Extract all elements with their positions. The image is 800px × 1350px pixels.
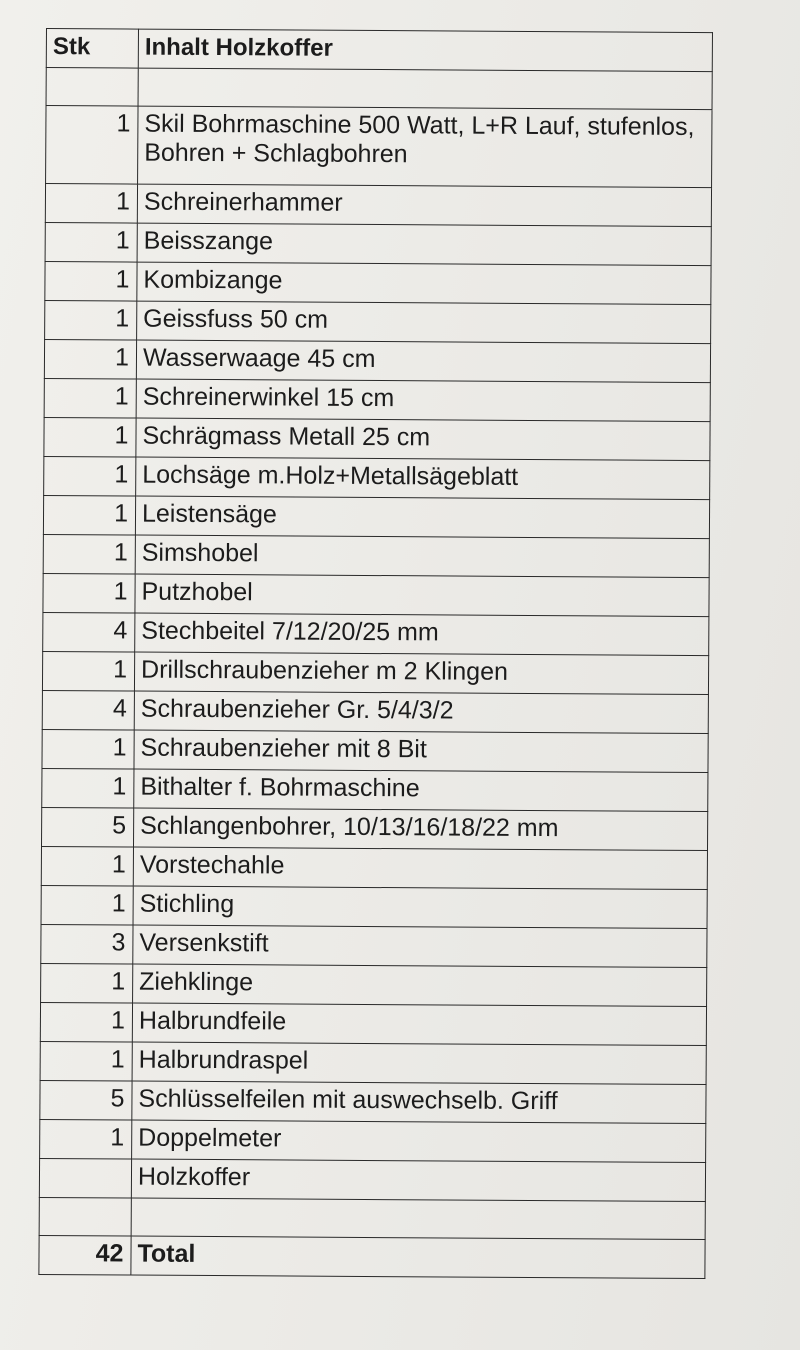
table-row	[41, 924, 707, 967]
qty-cell: 1	[41, 963, 133, 1003]
qty-cell: 4	[43, 612, 135, 652]
item-cell: Schreinerhammer	[137, 184, 711, 227]
table-row	[40, 1119, 706, 1162]
item-cell: Beisszange	[137, 223, 711, 266]
item-cell: Skil Bohrmaschine 500 Watt, L+R Lauf, stufenlos, Bohren + Schlagbohren	[138, 106, 712, 188]
table-row	[40, 1002, 706, 1045]
table-header-row	[46, 29, 712, 72]
qty-column-header: Stk	[46, 29, 138, 69]
item-column-header: Inhalt Holzkoffer	[138, 29, 712, 72]
table-row	[43, 612, 709, 655]
item-cell: Schraubenzieher Gr. 5/4/3/2	[134, 691, 708, 734]
table-row	[39, 1158, 705, 1201]
table-row	[40, 1041, 706, 1084]
item-cell: Schlüsselfeilen mit auswechselb. Griff	[132, 1081, 706, 1124]
qty-cell: 5	[40, 1080, 132, 1120]
item-cell: Halbrundfeile	[132, 1003, 706, 1046]
qty-cell: 3	[41, 924, 133, 964]
table-row	[44, 456, 710, 499]
table-row	[45, 300, 711, 343]
qty-cell: 1	[45, 184, 137, 224]
table-row	[41, 846, 707, 889]
qty-cell: 1	[40, 1119, 132, 1159]
item-cell: Kombizange	[137, 262, 711, 305]
item-cell: Wasserwaage 45 cm	[136, 340, 710, 383]
qty-cell: 1	[43, 573, 135, 613]
qty-cell: 1	[40, 1041, 132, 1081]
item-cell: Schrägmass Metall 25 cm	[136, 418, 710, 461]
item-cell: Simshobel	[135, 535, 709, 578]
qty-cell: 1	[41, 885, 133, 925]
table-row	[44, 378, 710, 421]
item-cell: Schraubenzieher mit 8 Bit	[134, 730, 708, 773]
qty-cell: 1	[40, 1002, 132, 1042]
total-qty-cell: 42	[39, 1235, 131, 1275]
qty-cell: 1	[42, 768, 134, 808]
qty-cell: 1	[45, 300, 137, 340]
qty-cell: 5	[42, 807, 134, 847]
qty-cell: 1	[43, 495, 135, 535]
item-cell: Bithalter f. Bohrmaschine	[134, 769, 708, 812]
qty-cell: 1	[44, 378, 136, 418]
qty-cell: 1	[46, 106, 138, 185]
table-row	[44, 339, 710, 382]
item-cell: Ziehklinge	[133, 964, 707, 1007]
item-cell: Geissfuss 50 cm	[137, 301, 711, 344]
table-row	[43, 495, 709, 538]
inventory-table	[38, 28, 713, 1279]
table-row	[45, 184, 711, 227]
item-cell: Versenkstift	[133, 925, 707, 968]
table-row	[42, 651, 708, 694]
table-row	[39, 1197, 705, 1239]
qty-cell: 1	[45, 222, 137, 262]
table-row	[45, 222, 711, 265]
qty-cell: 1	[42, 729, 134, 769]
qty-cell	[39, 1158, 131, 1198]
item-cell: Schreinerwinkel 15 cm	[136, 379, 710, 422]
item-cell: Doppelmeter	[132, 1120, 706, 1163]
qty-cell: 1	[44, 456, 136, 496]
qty-cell	[39, 1197, 131, 1236]
table-row	[42, 768, 708, 811]
item-cell: Halbrundraspel	[132, 1042, 706, 1085]
table-row	[43, 534, 709, 577]
item-cell: Lochsäge m.Holz+Metallsägeblatt	[136, 457, 710, 500]
total-label-cell: Total	[131, 1236, 705, 1279]
table-row	[46, 106, 712, 188]
table-row	[42, 690, 708, 733]
table-row	[46, 68, 712, 110]
item-cell: Stechbeitel 7/12/20/25 mm	[135, 613, 709, 656]
table-row	[40, 1080, 706, 1123]
qty-cell: 1	[45, 261, 137, 301]
table-row	[44, 417, 710, 460]
item-cell: Stichling	[133, 886, 707, 929]
item-cell: Holzkoffer	[131, 1159, 705, 1202]
total-row	[39, 1235, 705, 1278]
table-row	[42, 729, 708, 772]
qty-cell: 1	[42, 651, 134, 691]
item-cell: Leistensäge	[135, 496, 709, 539]
qty-cell: 1	[41, 846, 133, 886]
item-cell: Vorstechahle	[133, 847, 707, 890]
item-cell: Drillschraubenzieher m 2 Klingen	[134, 652, 708, 695]
table-row	[41, 963, 707, 1006]
qty-cell	[46, 68, 138, 107]
qty-cell: 1	[44, 339, 136, 379]
item-cell: Schlangenbohrer, 10/13/16/18/22 mm	[133, 808, 707, 851]
item-cell	[131, 1198, 705, 1240]
qty-cell: 4	[42, 690, 134, 730]
table-row	[45, 261, 711, 304]
qty-cell: 1	[44, 417, 136, 457]
item-cell	[138, 68, 712, 110]
table-row	[43, 573, 709, 616]
qty-cell: 1	[43, 534, 135, 574]
table-row	[41, 885, 707, 928]
table-row	[42, 807, 708, 850]
item-cell: Putzhobel	[135, 574, 709, 617]
